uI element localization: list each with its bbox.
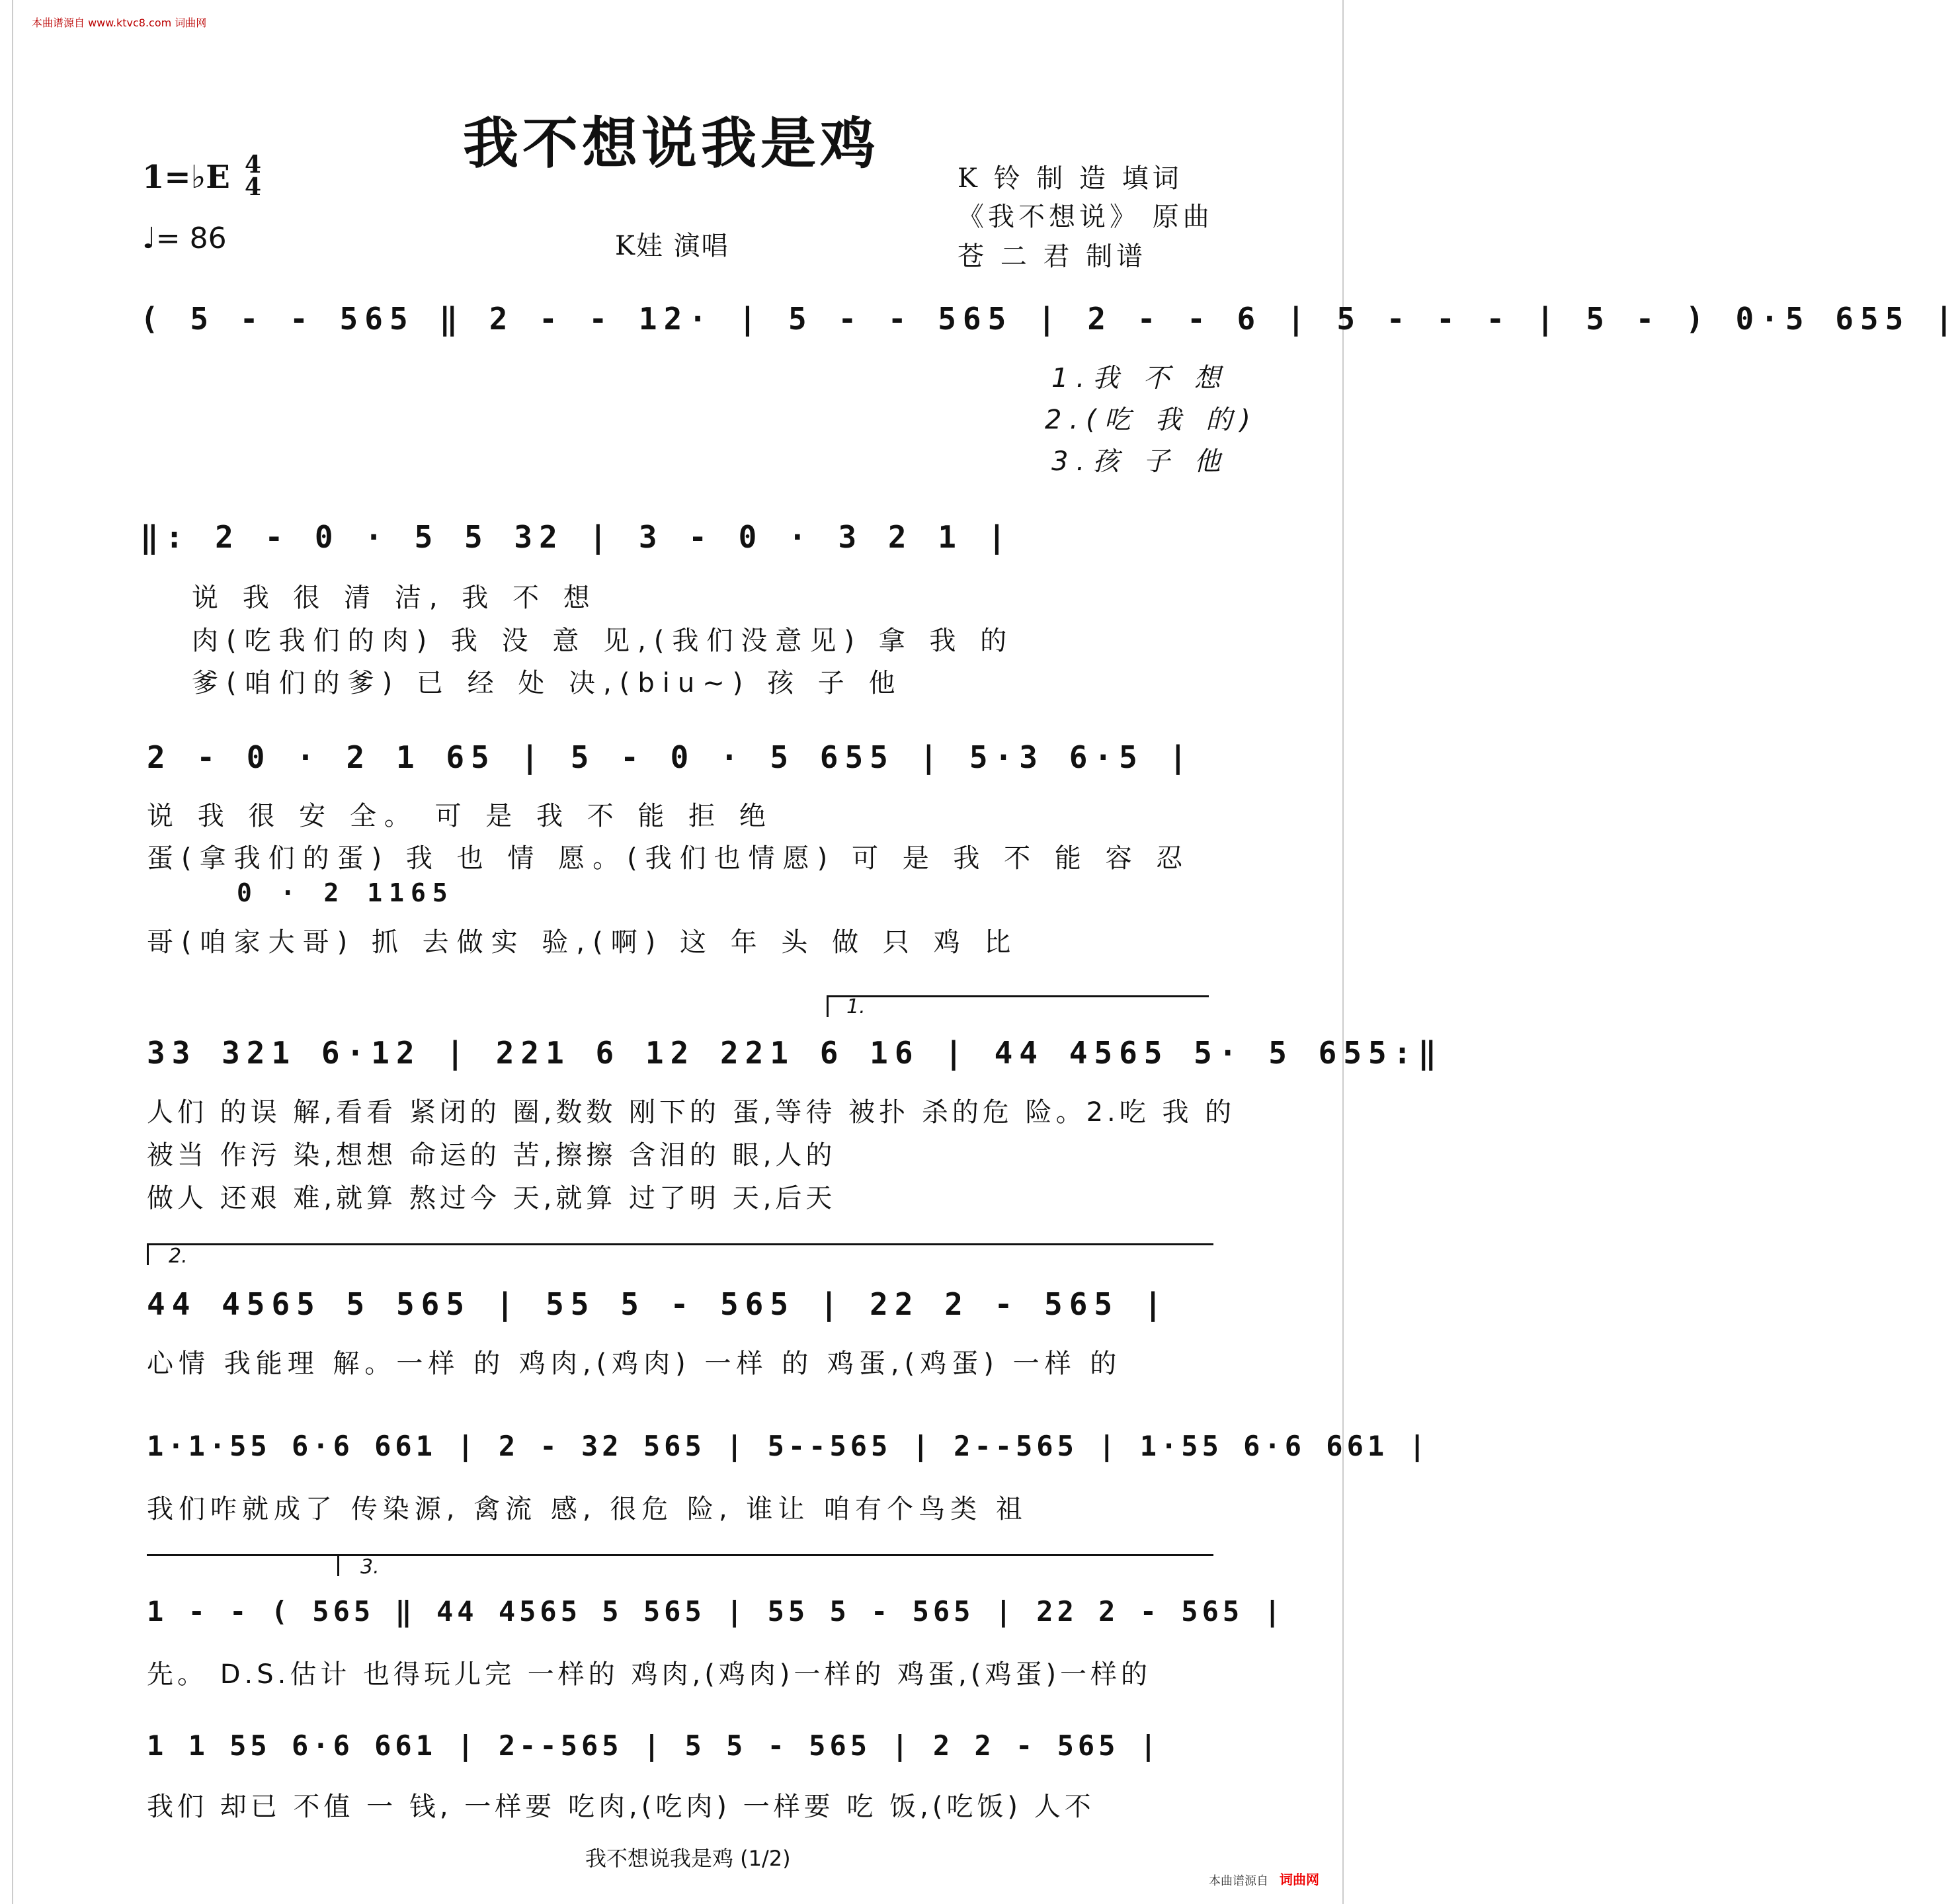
score-line-2-lyric-3: 爹(咱们的爹) 已 经 处 决,(biu~) 孩 子 他 [192, 668, 903, 698]
score-line-4-lyric-2: 被当 作污 染,想想 命运的 苦,擦擦 含泪的 眼,人的 [147, 1140, 837, 1171]
page-number-label: 我不想说我是鸡 (1/2) [585, 1846, 791, 1871]
score-line-3-notes: 2 - 0 · 2 1 65 | 5 - 0 · 5 655 | 5·3 6·5 | [147, 739, 1194, 775]
score-line-4-lyric-1: 人们 的误 解,看看 紧闭的 圈,数数 刚下的 蛋,等待 被扑 杀的危 险。2.吃 我 的 [147, 1097, 1236, 1128]
left-margin-strip [0, 0, 13, 1904]
score-line-1-notes: ( 5 - - 565 ‖ 2 - - 12· | 5 - - 565 | 2 - - 6 | 5 - - - | 5 - ) 0·5 655 | [140, 301, 1960, 337]
score-line-6-lyric-1: 我们咋就成了 传染源, 禽流 感, 很危 险, 谁让 咱有个鸟类 祖 [147, 1494, 1028, 1524]
score-line-5-notes: 44 4565 5 565 | 55 5 - 565 | 22 2 - 565 | [147, 1286, 1169, 1322]
time-signature: 4 4 [245, 151, 262, 201]
score-line-8-notes: 1 1 55 6·6 661 | 2--565 | 5 5 - 565 | 2 2 - 565 | [147, 1729, 1161, 1762]
score-line-7-lyric-1: 先。 D.S.估计 也得玩儿完 一样的 鸡肉,(鸡肉)一样的 鸡蛋,(鸡蛋)一样的 [147, 1659, 1152, 1690]
volta-label-3: 3. [360, 1555, 380, 1579]
score-line-3-alt-notes: 0 · 2 1165 [237, 878, 454, 907]
score-line-3-lyric-2: 蛋(拿我们的蛋) 我 也 情 愿。(我们也情愿) 可 是 我 不 能 容 忍 [147, 843, 1191, 874]
page-title: 我不想说我是鸡 [463, 110, 880, 176]
key-signature: 1=♭E [142, 159, 230, 196]
volta-label-2: 2. [169, 1245, 188, 1268]
volta-label-1: 1. [846, 995, 866, 1018]
score-line-2-notes: ‖: 2 - 0 · 5 5 32 | 3 - 0 · 3 2 1 | [140, 519, 1013, 555]
lyricist-credit: K 铃 制 造 填词 [958, 163, 1183, 194]
score-line-8-lyric-1: 我们 却已 不值 一 钱, 一样要 吃肉,(吃肉) 一样要 吃 饭,(吃饭) 人不 [147, 1792, 1095, 1822]
footer-site: 词曲网 [1280, 1872, 1319, 1887]
score-line-4-lyric-3: 做人 还艰 难,就算 熬过今 天,就算 过了明 天,后天 [147, 1183, 837, 1214]
score-line-6-notes: 1·1·55 6·6 661 | 2 - 32 565 | 5--565 | 2--565 | 1·55 6·6 661 | [147, 1430, 1430, 1462]
right-margin-strip [1342, 0, 1356, 1904]
composer-credit: 《我不想说》 原曲 [958, 202, 1213, 232]
score-line-2-lyric-1: 说 我 很 清 洁, 我 不 想 [192, 583, 598, 613]
score-line-1-lyric-2: 2.(吃 我 的) [1045, 405, 1258, 435]
singer-credit: K娃 演唱 [615, 231, 729, 261]
score-line-7-notes: 1 - - ( 565 ‖ 44 4565 5 565 | 55 5 - 565 | 22 2 - 565 | [147, 1595, 1285, 1628]
volta-bracket-2 [147, 1243, 1213, 1265]
score-line-3-lyric-1: 说 我 很 安 全。 可 是 我 不 能 拒 绝 [147, 801, 774, 831]
score-line-3-alt-lyric: 哥(咱家大哥) 抓 去做实 验,(啊) 这 年 头 做 只 鸡 比 [147, 927, 1019, 958]
score-line-1-lyric-1: 1.我 不 想 [1051, 363, 1229, 393]
score-line-1-lyric-3: 3.孩 子 他 [1051, 446, 1229, 477]
volta-lead-line [147, 1554, 337, 1556]
score-line-5-lyric-1: 心情 我能理 解。一样 的 鸡肉,(鸡肉) 一样 的 鸡蛋,(鸡蛋) 一样 的 [147, 1348, 1122, 1379]
score-line-2-lyric-2: 肉(吃我们的肉) 我 没 意 见,(我们没意见) 拿 我 的 [192, 626, 1015, 656]
footer-source: 本曲谱源自 [1209, 1874, 1268, 1888]
volta-bracket-3 [337, 1554, 1213, 1576]
score-line-4-notes: 33 321 6·12 | 221 6 12 221 6 16 | 44 4565 5· 5 655:‖ [147, 1035, 1444, 1071]
volta-bracket-1 [827, 995, 1209, 1017]
tempo-marking: ♩= 86 [142, 222, 227, 255]
arranger-credit: 苍 二 君 制谱 [958, 241, 1147, 272]
source-note: 本曲谱源自 www.ktvc8.com 词曲网 [32, 17, 207, 29]
